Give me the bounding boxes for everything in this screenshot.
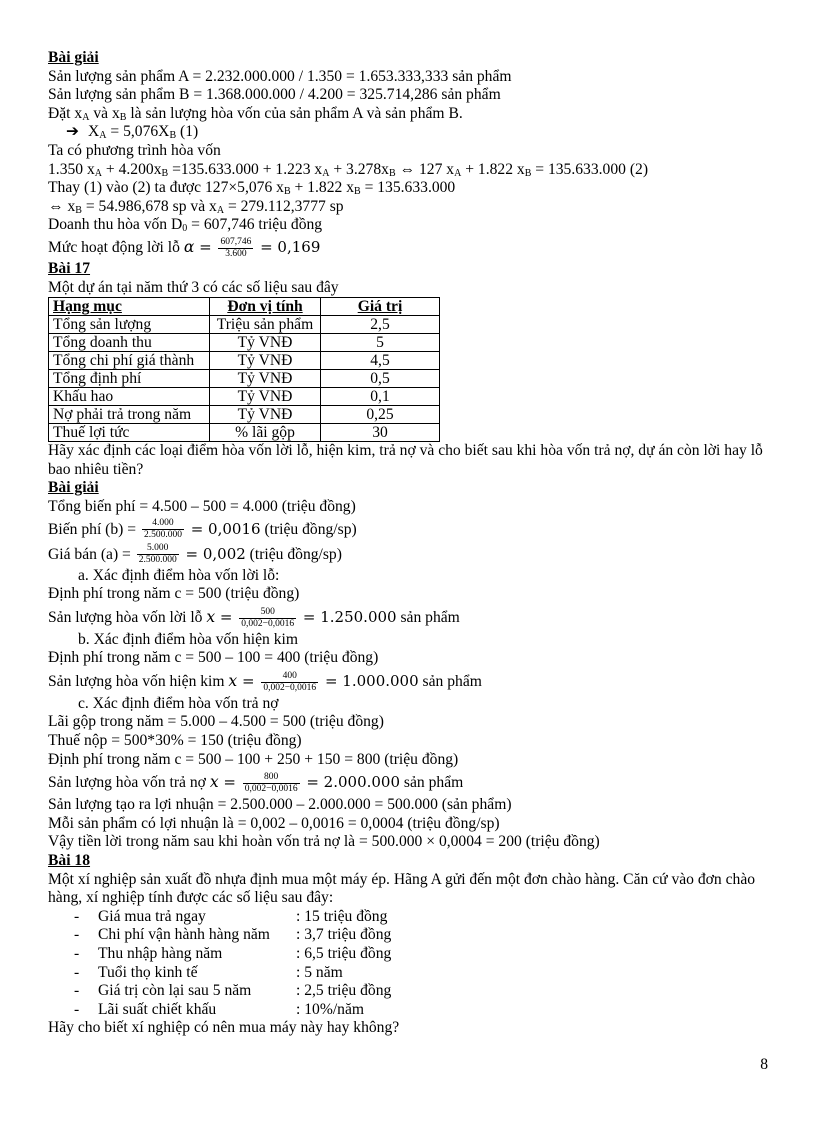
list-item: - Chi phí vận hành hàng năm : 3,7 triệu đồng — [74, 926, 392, 944]
text-line: Tổng biến phí = 4.500 – 500 = 4.000 (triệu đồng) — [48, 497, 356, 515]
table-cell: Tỷ VNĐ — [210, 406, 321, 424]
equation-line: 1.350 $x_A + 4.200x_B =135.633.000 + 1.223$ $x_A + 3.278x_B$ ⇔ 127 $x_A + 1.822$ $x_B = 135.633.000$ (2) — [48, 160, 649, 179]
table-row — [49, 406, 440, 424]
table-row — [49, 370, 440, 388]
section-title: a. Xác định điểm hòa vốn lời lỗ: — [78, 566, 280, 584]
fraction: $\frac{500}{0,002-0,0016}$ — [241, 606, 295, 629]
table-cell: 2,5 — [321, 316, 440, 334]
arrow-right-icon: ➔ — [66, 123, 80, 141]
formula-line: Sản lượng hòa vốn lời lỗ x = $\frac{500}{0,002-0,0016}$ = 1.250.000 sản phẩm — [48, 606, 460, 629]
exercise-heading: Bài 18 — [48, 852, 91, 870]
table-row — [49, 388, 440, 406]
text-line: ➔ $X_A = 5,076X_B$ (1) — [66, 123, 199, 142]
table-header: Đơn vị tính — [210, 298, 321, 316]
table-row — [49, 352, 440, 370]
table-cell: 4,5 — [321, 352, 440, 370]
table-cell: Thuế lợi tức — [49, 424, 210, 442]
document-page — [48, 49, 768, 1038]
table-row — [49, 334, 440, 352]
table-cell: Tổng sản lượng — [49, 316, 210, 334]
equation-line: ⇔ $x_B = 54.986,678$ sp và $x_A = 279.112,3777$ sp — [48, 197, 344, 216]
equation-line: Thay (1) vào (2) ta được 127×5,076 $x_B + 1.822$ $x_B = 135.633.000$ — [48, 179, 456, 198]
exercise-heading: Bài 17 — [48, 259, 91, 277]
table-row — [49, 316, 440, 334]
formula-line: Mức hoạt động lời lỗ α = $\frac{607,746}{3.600}$ = 0,169 — [48, 236, 321, 259]
formula-line: Sản lượng hòa vốn hiện kim x = $\frac{400}{0,002-0,0016}$ = 1.000.000 sản phẩm — [48, 670, 482, 693]
text-line: Mỗi sản phẩm có lợi nhuận là = 0,002 – 0,0016 = 0,0004 (triệu đồng/sp) — [48, 814, 500, 832]
table-cell: 0,1 — [321, 388, 440, 406]
table-cell: Tổng định phí — [49, 370, 210, 388]
table-cell: Tỷ VNĐ — [210, 334, 321, 352]
table-cell: Tỷ VNĐ — [210, 370, 321, 388]
table-cell: % lãi gộp — [210, 424, 321, 442]
table-cell: Nợ phải trả trong năm — [49, 406, 210, 424]
table-cell: 5 — [321, 334, 440, 352]
page-number: 8 — [760, 1056, 768, 1073]
table-cell: 0,5 — [321, 370, 440, 388]
solution-heading: Bài giải — [48, 49, 99, 66]
list-item: - Lãi suất chiết khấu : 10%/năm — [74, 1000, 364, 1018]
table-header-row — [49, 298, 440, 316]
table-row — [49, 424, 440, 442]
fraction: $\frac{607,746}{3.600}$ — [220, 236, 252, 259]
text-line: Ta có phương trình hòa vốn — [48, 141, 221, 159]
table-cell: Tỷ VNĐ — [210, 388, 321, 406]
bullet-list — [48, 908, 768, 1020]
fraction: $\frac{5.000}{2.500.000}$ — [138, 543, 177, 566]
list-item: - Thu nhập hàng năm : 6,5 triệu đồng — [74, 945, 392, 962]
section-title: c. Xác định điểm hòa vốn trả nợ — [78, 694, 279, 712]
text-line: Định phí trong năm c = 500 – 100 = 400 (triệu đồng) — [48, 649, 379, 667]
fraction: $\frac{4.000}{2.500.000}$ — [143, 518, 182, 541]
text-line: Sản lượng sản phẩm B = 1.368.000.000 / 4.200 = 325.714,286 sản phẩm — [48, 86, 501, 104]
text-line: Sản lượng sản phẩm A = 2.232.000.000 / 1.350 = 1.653.333,333 sản phẩm — [48, 67, 512, 85]
formula-line: Biến phí (b) = $\frac{4.000}{2.500.000}$ = 0,0016 (triệu đồng/sp) — [48, 518, 357, 541]
formula-line: Sản lượng hòa vốn trả nợ x = $\frac{800}{0,002-0,0016}$ = 2.000.000 sản phẩm — [48, 772, 464, 795]
text-line: Định phí trong năm c = 500 – 100 + 250 + 150 = 800 (triệu đồng) — [48, 750, 459, 768]
table-cell: Triệu sản phẩm — [210, 316, 321, 334]
text-line: Định phí trong năm c = 500 (triệu đồng) — [48, 585, 300, 603]
text-line: Doanh thu hòa vốn $D_0 = 607,746$ triệu đồng — [48, 216, 323, 235]
solution-heading: Bài giải — [48, 479, 99, 497]
text-line: Đặt $x_A$ và $x_B$ là sản lượng hòa vốn của sản phẩm A và sản phẩm B. — [48, 104, 463, 123]
table-header: Giá trị — [321, 298, 440, 316]
text-line: Lãi gộp trong năm = 5.000 – 4.500 = 500 (triệu đồng) — [48, 713, 384, 731]
question-text: Hãy cho biết xí nghiệp có nên mua máy này hay không? — [48, 1019, 400, 1037]
text-line: Sản lượng tạo ra lợi nhuận = 2.500.000 – 2.000.000 = 500.000 (sản phẩm) — [48, 796, 512, 814]
formula-line: Giá bán (a) = $\frac{5.000}{2.500.000}$ = 0,002 (triệu đồng/sp) — [48, 543, 342, 566]
text-line: Vậy tiền lời trong năm sau khi hoàn vốn trả nợ là = 500.000 × 0,0004 = 200 (triệu đồng) — [48, 833, 600, 851]
list-item: - Giá trị còn lại sau 5 năm : 2,5 triệu đồng — [74, 982, 392, 1000]
text-line: Một dự án tại năm thứ 3 có các số liệu sau đây — [48, 278, 339, 296]
section-title: b. Xác định điểm hòa vốn hiện kim — [78, 630, 299, 648]
fraction: $\frac{400}{0,002-0,0016}$ — [263, 670, 317, 693]
list-item: - Giá mua trả ngay : 15 triệu đồng — [74, 907, 388, 925]
fraction: $\frac{800}{0,002-0,0016}$ — [244, 772, 298, 795]
table-cell: Khấu hao — [49, 388, 210, 406]
paragraph: Một xí nghiệp sản xuất đồ nhựa định mua một máy ép. Hãng A gửi đến một đơn chào hàng. Căn cứ vào đơn chào hàng, xí nghiệp tính được các số liệu sau đây: — [48, 870, 756, 907]
list-item: - Tuổi thọ kinh tế : 5 năm — [74, 963, 343, 981]
question-text: Hãy xác định các loại điểm hòa vốn lời lỗ, hiện kim, trả nợ và cho biết sau khi hòa vốn trả nợ, dự án còn lời hay lỗ bao nhiêu tiền? — [48, 442, 763, 478]
text-line: Thuế nộp = 500*30% = 150 (triệu đồng) — [48, 732, 302, 750]
table-cell: 0,25 — [321, 406, 440, 424]
table-header: Hạng mục — [49, 298, 210, 316]
table-cell: Tỷ VNĐ — [210, 352, 321, 370]
table-cell: Tổng chi phí giá thành — [49, 352, 210, 370]
table-cell: Tổng doanh thu — [49, 334, 210, 352]
table-cell: 30 — [321, 424, 440, 442]
data-table — [48, 297, 440, 442]
